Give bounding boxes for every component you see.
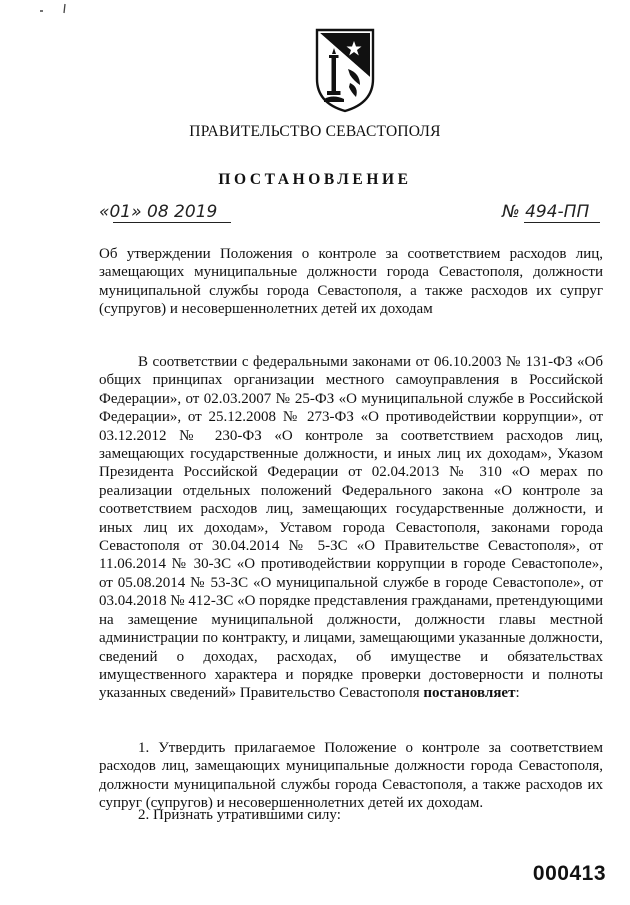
document-subject: Об утверждении Положения о контроле за соответствием расходов лиц, замещающих муниципальные должности города Севастополя, должности муниципальной службы города Севастополя, а также расходов их супруг (супругов) и несовершеннолетних детей их доходам: [99, 246, 603, 318]
preamble-verb: постановляет: [423, 685, 516, 702]
preamble-paragraph: [99, 353, 603, 703]
preamble-colon: :: [515, 685, 520, 702]
list-item-2: 2. Признать утратившими силу:: [138, 807, 341, 823]
document-type-title: ПОСТАНОВЛЕНИЕ: [218, 171, 412, 188]
document-number-value: № 494-ПП: [502, 202, 590, 222]
government-title: ПРАВИТЕЛЬСТВО СЕВАСТОПОЛЯ: [189, 123, 441, 140]
page-stamp-number: 000413: [532, 862, 606, 885]
scan-mark: [38, 2, 78, 16]
preamble-text: В соответствии с федеральными законами от 06.10.2003 № 131-ФЗ «Об общих принципах организации местного самоуправления в Российской Федерации», от 02.03.2007 № 25-ФЗ «О муниципальной службе в Российской Федерации», от 25.12.2008 № 273-ФЗ «О противодействии коррупции», от 03.12.2012 № 230-ФЗ «О контроле за соответствием расходов лиц, замещающих государственные должности, и иных лиц их доходам», Указом Президента Российской Федерации от 02.04.2013 № 310 «О мерах по реализации отдельных положений Федерального закона «О контроле за соответствием расходов лиц, замещающих государственные должности, и иных лиц их доходам», Уставом города Севастополя, законами города Севастополя от 30.04.2014 № 5-ЗС «О Правительстве Севастополя», от 11.06.2014 № 30-ЗС «О противодействии коррупции в городе Севастополе», от 05.08.2014 № 53-ЗС «О муниципальной службе в городе Севастополе», от 03.04.2018 № 412-ЗС «О порядке представления гражданами, претендующими на замещение муниципальной должности, должности главы местной администрации по контракту, и лицами, замещающими указанные должности, сведений о доходах, расходах, об имуществе и обязательствах имущественного характера и порядке проверки достоверности и полноты указанных сведений» Правительство Севастополя: [99, 354, 603, 702]
number-underline: [524, 222, 600, 223]
document-date: [99, 202, 249, 222]
list-item-1: 1. Утвердить прилагаемое Положение о контроле за соответствием расходов лиц, замещающих муниципальные должности города Севастополя, должности муниципальной службы города Севастополя, а также расходов их супруг (супругов) и несовершеннолетних детей их доходам.: [99, 740, 603, 812]
sevastopol-coat-of-arms-icon: [314, 27, 376, 113]
document-date-value: «01» 08 2019: [99, 202, 218, 222]
date-underline: [113, 222, 231, 223]
document-number: [502, 202, 602, 222]
